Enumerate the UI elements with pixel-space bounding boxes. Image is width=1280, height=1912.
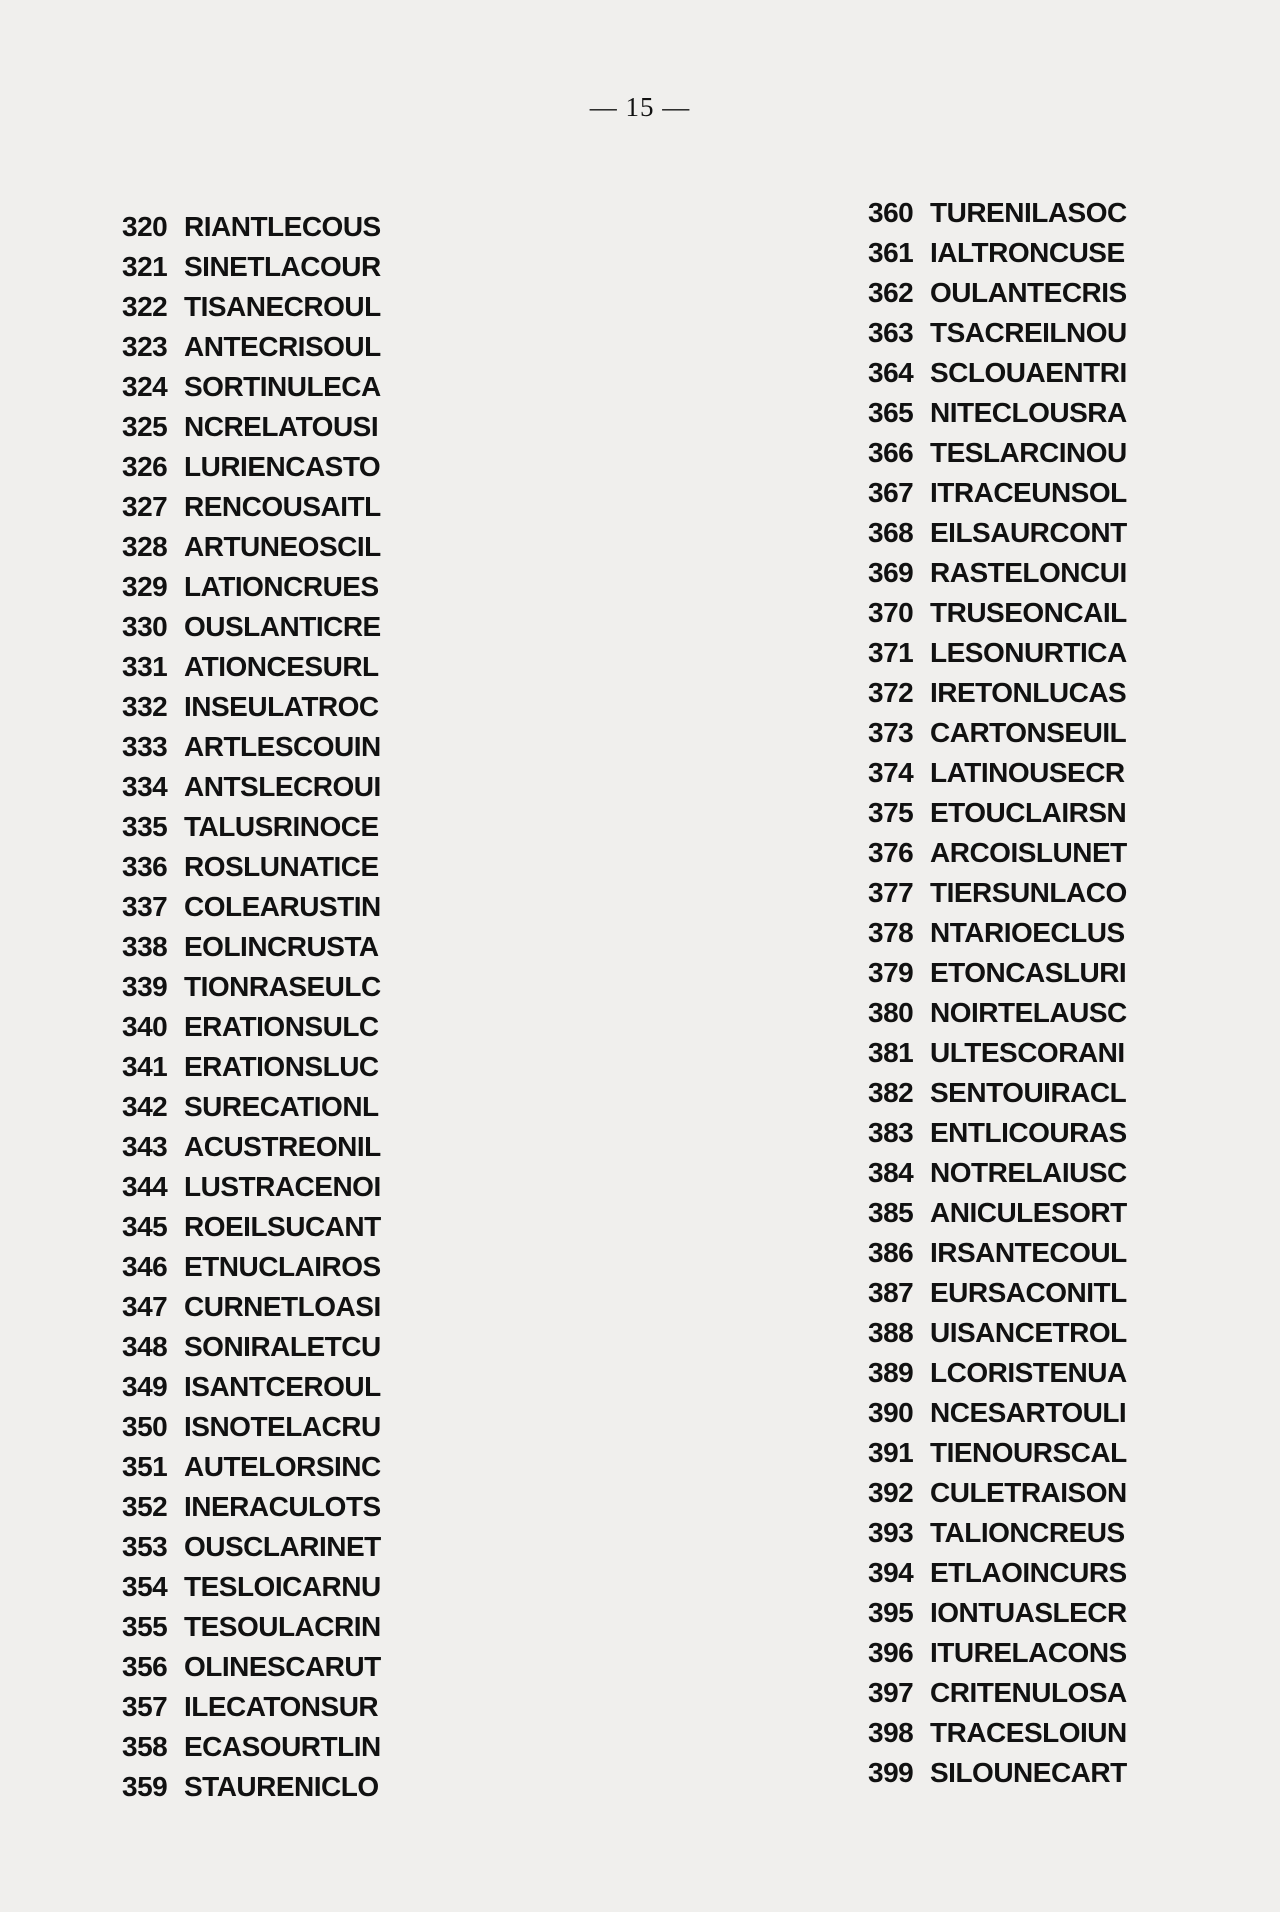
word-list-left [122, 207, 381, 1807]
entry-number: 359 [122, 1771, 168, 1802]
list-item [122, 1407, 381, 1447]
entry-word: LCORISTENUA [930, 1357, 1127, 1388]
list-item [122, 767, 381, 807]
list-item [868, 513, 1127, 553]
entry-word: IRSANTECOUL [930, 1237, 1127, 1268]
entry-number: 394 [868, 1557, 914, 1588]
entry-number: 347 [122, 1291, 168, 1322]
entry-number: 326 [122, 451, 168, 482]
list-item [868, 1633, 1127, 1673]
list-item [122, 1527, 381, 1567]
entry-number: 389 [868, 1357, 914, 1388]
entry-word: TURENILASOC [930, 197, 1127, 228]
entry-number: 325 [122, 411, 168, 442]
entry-word: RENCOUSAITL [184, 491, 381, 522]
entry-word: ILECATONSUR [184, 1691, 379, 1722]
list-item [868, 1473, 1127, 1513]
list-item [122, 327, 381, 367]
list-item [122, 887, 381, 927]
entry-number: 327 [122, 491, 168, 522]
list-item [868, 993, 1127, 1033]
entry-word: ANTSLECROUI [184, 771, 381, 802]
list-item [122, 647, 381, 687]
list-item [122, 407, 381, 447]
list-item [122, 1287, 381, 1327]
entry-number: 337 [122, 891, 168, 922]
entry-number: 393 [868, 1517, 914, 1548]
list-item [122, 1327, 381, 1367]
list-item [868, 1313, 1127, 1353]
entry-number: 362 [868, 277, 914, 308]
entry-word: ROSLUNATICE [184, 851, 379, 882]
entry-number: 383 [868, 1117, 914, 1148]
entry-word: SURECATIONL [184, 1091, 379, 1122]
entry-word: TIERSUNLACO [930, 877, 1127, 908]
list-item [868, 393, 1127, 433]
entry-number: 335 [122, 811, 168, 842]
entry-word: ACUSTREONIL [184, 1131, 381, 1162]
list-item [122, 1207, 381, 1247]
entry-number: 382 [868, 1077, 914, 1108]
list-item [122, 1247, 381, 1287]
entry-number: 388 [868, 1317, 914, 1348]
entry-number: 380 [868, 997, 914, 1028]
entry-word: ROEILSUCANT [184, 1211, 381, 1242]
word-list-right [868, 193, 1127, 1793]
entry-word: CURNETLOASI [184, 1291, 381, 1322]
entry-word: CULETRAISON [930, 1477, 1127, 1508]
list-item [868, 1593, 1127, 1633]
entry-number: 352 [122, 1491, 168, 1522]
list-item [122, 727, 381, 767]
list-item [868, 953, 1127, 993]
list-item [868, 1673, 1127, 1713]
list-item [122, 1127, 381, 1167]
entry-number: 399 [868, 1757, 914, 1788]
entry-number: 320 [122, 211, 168, 242]
entry-word: ANICULESORT [930, 1197, 1127, 1228]
list-item [122, 1767, 381, 1807]
list-item [868, 1273, 1127, 1313]
entry-word: OULANTECRIS [930, 277, 1127, 308]
list-item [122, 1647, 381, 1687]
entry-word: TRACESLOIUN [930, 1717, 1127, 1748]
list-item [868, 273, 1127, 313]
entry-number: 357 [122, 1691, 168, 1722]
list-item [868, 1513, 1127, 1553]
entry-word: RIANTLECOUS [184, 211, 381, 242]
list-item [122, 1687, 381, 1727]
entry-word: ETLAOINCURS [930, 1557, 1127, 1588]
entry-word: ERATIONSULC [184, 1011, 379, 1042]
entry-number: 331 [122, 651, 168, 682]
entry-number: 360 [868, 197, 914, 228]
entry-number: 367 [868, 477, 914, 508]
list-item [868, 313, 1127, 353]
entry-number: 350 [122, 1411, 168, 1442]
entry-number: 378 [868, 917, 914, 948]
entry-number: 395 [868, 1597, 914, 1628]
entry-number: 387 [868, 1277, 914, 1308]
entry-word: TRUSEONCAIL [930, 597, 1127, 628]
entry-number: 339 [122, 971, 168, 1002]
entry-word: ANTECRISOUL [184, 331, 381, 362]
list-item [122, 687, 381, 727]
entry-word: SORTINULECA [184, 371, 381, 402]
entry-word: TALUSRINOCE [184, 811, 379, 842]
entry-number: 351 [122, 1451, 168, 1482]
entry-number: 379 [868, 957, 914, 988]
entry-word: TESLOICARNU [184, 1571, 381, 1602]
entry-number: 392 [868, 1477, 914, 1508]
entry-word: LURIENCASTO [184, 451, 381, 482]
entry-word: ARCOISLUNET [930, 837, 1127, 868]
entry-number: 396 [868, 1637, 914, 1668]
list-item [868, 1553, 1127, 1593]
entry-word: CARTONSEUIL [930, 717, 1127, 748]
entry-number: 329 [122, 571, 168, 602]
list-item [868, 633, 1127, 673]
entry-word: IONTUASLECR [930, 1597, 1127, 1628]
list-item [868, 1073, 1127, 1113]
entry-word: NITECLOUSRA [930, 397, 1127, 428]
list-item [868, 1433, 1127, 1473]
list-item [122, 927, 381, 967]
entry-number: 344 [122, 1171, 168, 1202]
entry-word: STAURENICLO [184, 1771, 379, 1802]
entry-number: 324 [122, 371, 168, 402]
entry-word: NTARIOECLUS [930, 917, 1125, 948]
list-item [868, 1233, 1127, 1273]
list-item [868, 1113, 1127, 1153]
entry-word: SCLOUAENTRI [930, 357, 1127, 388]
entry-word: TIENOURSCAL [930, 1437, 1127, 1468]
entry-number: 372 [868, 677, 914, 708]
entry-word: LESONURTICA [930, 637, 1127, 668]
entry-number: 332 [122, 691, 168, 722]
entry-number: 356 [122, 1651, 168, 1682]
entry-word: ARTLESCOUIN [184, 731, 381, 762]
list-item [122, 1447, 381, 1487]
entry-number: 341 [122, 1051, 168, 1082]
entry-number: 363 [868, 317, 914, 348]
entry-word: COLEARUSTIN [184, 891, 381, 922]
entry-word: TESLARCINOU [930, 437, 1127, 468]
list-item [122, 487, 381, 527]
entry-word: ITURELACONS [930, 1637, 1127, 1668]
entry-number: 390 [868, 1397, 914, 1428]
entry-word: ETONCASLURI [930, 957, 1127, 988]
entry-number: 346 [122, 1251, 168, 1282]
list-item [122, 1047, 381, 1087]
entry-word: EILSAURCONT [930, 517, 1127, 548]
list-item [122, 1607, 381, 1647]
list-item [868, 193, 1127, 233]
entry-word: TESOULACRIN [184, 1611, 381, 1642]
entry-number: 338 [122, 931, 168, 962]
list-item [868, 1353, 1127, 1393]
entry-number: 375 [868, 797, 914, 828]
entry-number: 366 [868, 437, 914, 468]
list-item [868, 753, 1127, 793]
entry-number: 376 [868, 837, 914, 868]
entry-number: 368 [868, 517, 914, 548]
entry-word: AUTELORSINC [184, 1451, 381, 1482]
entry-number: 373 [868, 717, 914, 748]
entry-word: NOIRTELAUSC [930, 997, 1127, 1028]
list-item [122, 207, 381, 247]
entry-number: 333 [122, 731, 168, 762]
list-item [122, 1007, 381, 1047]
list-item [868, 1393, 1127, 1433]
entry-number: 334 [122, 771, 168, 802]
entry-number: 336 [122, 851, 168, 882]
list-item [122, 367, 381, 407]
entry-word: INERACULOTS [184, 1491, 381, 1522]
list-item [868, 593, 1127, 633]
entry-number: 322 [122, 291, 168, 322]
entry-word: NOTRELAIUSC [930, 1157, 1127, 1188]
entry-word: INSEULATROC [184, 691, 379, 722]
list-item [868, 353, 1127, 393]
entry-word: ISNOTELACRU [184, 1411, 381, 1442]
entry-number: 361 [868, 237, 914, 268]
entry-number: 345 [122, 1211, 168, 1242]
list-item [122, 567, 381, 607]
entry-word: ETNUCLAIROS [184, 1251, 381, 1282]
list-item [868, 1033, 1127, 1073]
entry-word: ENTLICOURAS [930, 1117, 1127, 1148]
entry-number: 353 [122, 1531, 168, 1562]
entry-word: LUSTRACENOI [184, 1171, 381, 1202]
entry-word: SENTOUIRACL [930, 1077, 1127, 1108]
entry-number: 358 [122, 1731, 168, 1762]
list-item [868, 713, 1127, 753]
entry-number: 398 [868, 1717, 914, 1748]
list-item [868, 553, 1127, 593]
entry-word: UISANCETROL [930, 1317, 1127, 1348]
list-item [122, 447, 381, 487]
entry-word: NCRELATOUSI [184, 411, 379, 442]
entry-word: SILOUNECART [930, 1757, 1127, 1788]
entry-number: 348 [122, 1331, 168, 1362]
entry-number: 323 [122, 331, 168, 362]
entry-word: IALTRONCUSE [930, 237, 1125, 268]
list-item [868, 913, 1127, 953]
entry-number: 386 [868, 1237, 914, 1268]
entry-number: 385 [868, 1197, 914, 1228]
entry-word: TISANECROUL [184, 291, 381, 322]
entry-word: EOLINCRUSTA [184, 931, 379, 962]
entry-word: ERATIONSLUC [184, 1051, 379, 1082]
list-item [122, 1567, 381, 1607]
entry-word: SONIRALETCU [184, 1331, 381, 1362]
entry-number: 330 [122, 611, 168, 642]
list-item [868, 673, 1127, 713]
list-item [868, 1193, 1127, 1233]
entry-word: LATINOUSECR [930, 757, 1125, 788]
entry-number: 355 [122, 1611, 168, 1642]
page-number: — 15 — [589, 92, 691, 122]
entry-number: 397 [868, 1677, 914, 1708]
list-item [122, 1487, 381, 1527]
list-item [868, 233, 1127, 273]
entry-number: 371 [868, 637, 914, 668]
entry-word: ETOUCLAIRSN [930, 797, 1127, 828]
entry-number: 374 [868, 757, 914, 788]
list-item [122, 807, 381, 847]
entry-word: OUSLANTICRE [184, 611, 381, 642]
entry-word: CRITENULOSA [930, 1677, 1127, 1708]
entry-word: RASTELONCUI [930, 557, 1127, 588]
list-item [122, 1087, 381, 1127]
list-item [868, 433, 1127, 473]
entry-word: SINETLACOUR [184, 251, 381, 282]
list-item [868, 473, 1127, 513]
entry-number: 343 [122, 1131, 168, 1162]
entry-word: ITRACEUNSOL [930, 477, 1127, 508]
list-item [868, 793, 1127, 833]
list-item [122, 967, 381, 1007]
entry-number: 342 [122, 1091, 168, 1122]
list-item [122, 1167, 381, 1207]
entry-number: 384 [868, 1157, 914, 1188]
entry-word: NCESARTOULI [930, 1397, 1127, 1428]
entry-word: ARTUNEOSCIL [184, 531, 381, 562]
entry-number: 328 [122, 531, 168, 562]
entry-word: TSACREILNOU [930, 317, 1127, 348]
entry-word: OUSCLARINET [184, 1531, 381, 1562]
entry-number: 349 [122, 1371, 168, 1402]
list-item [868, 1153, 1127, 1193]
list-item [122, 607, 381, 647]
entry-number: 381 [868, 1037, 914, 1068]
list-item [122, 527, 381, 567]
entry-number: 321 [122, 251, 168, 282]
entry-word: ECASOURTLIN [184, 1731, 381, 1762]
list-item [868, 833, 1127, 873]
entry-number: 370 [868, 597, 914, 628]
list-item [868, 1753, 1127, 1793]
list-item [122, 287, 381, 327]
list-item [122, 1367, 381, 1407]
entry-word: ULTESCORANI [930, 1037, 1125, 1068]
entry-number: 369 [868, 557, 914, 588]
entry-number: 364 [868, 357, 914, 388]
entry-word: OLINESCARUT [184, 1651, 381, 1682]
entry-number: 354 [122, 1571, 168, 1602]
entry-word: LATIONCRUES [184, 571, 379, 602]
entry-word: IRETONLUCAS [930, 677, 1127, 708]
entry-word: ATIONCESURL [184, 651, 379, 682]
entry-word: EURSACONITL [930, 1277, 1127, 1308]
list-item [122, 247, 381, 287]
entry-number: 340 [122, 1011, 168, 1042]
entry-number: 377 [868, 877, 914, 908]
list-item [122, 1727, 381, 1767]
entry-number: 365 [868, 397, 914, 428]
entry-number: 391 [868, 1437, 914, 1468]
entry-word: TALIONCREUS [930, 1517, 1125, 1548]
entry-word: ISANTCEROUL [184, 1371, 381, 1402]
list-item [868, 873, 1127, 913]
list-item [868, 1713, 1127, 1753]
list-item [122, 847, 381, 887]
entry-word: TIONRASEULC [184, 971, 381, 1002]
